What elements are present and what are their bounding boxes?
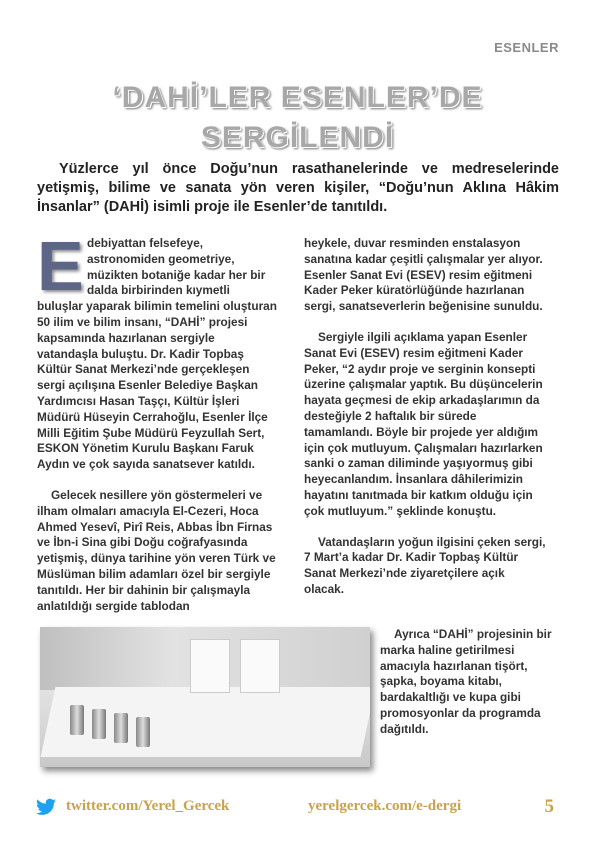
paragraph-1	[37, 227, 277, 473]
photo-poster-board	[240, 639, 280, 693]
twitter-link[interactable]: twitter.com/Yerel_Gercek	[66, 798, 230, 814]
section-tag: ESENLER	[494, 40, 559, 55]
title-line-2: SERGİLENDİ	[200, 121, 395, 154]
footer	[36, 796, 560, 820]
article-column-left	[37, 227, 277, 629]
paragraph-3: heykele, duvar resminden enstalasyon sanatına kadar çeşitli çalışmalar yer alıyor. Esenler Sanat Evi (ESEV) resim eğitmeni Kader Peker küratörlüğünde hazırlanan sergi, sanatseverlerin beğenisine sunuldu.	[304, 236, 543, 314]
paragraph-6: Ayrıca “DAHİ” projesinin bir marka haline getirilmesi amacıyla hazırlanan tişört, şapka, boyama kitabı, bardakaltlığı ve kupa gibi promosyonlar da programda dağıtıldı.	[380, 627, 552, 736]
article-column-right	[304, 236, 546, 613]
title-line-1: ‘DAHİ’LER ESENLER’DE	[112, 81, 483, 114]
article-title	[40, 78, 555, 158]
photo-poster-board	[190, 639, 230, 693]
paragraph-5: Vatandaşların yoğun ilgisini çeken sergi, 7 Mart’a kadar Dr. Kadir Topbaş Kültür Sanat Merkezi’nde ziyaretçilere açık olacak.	[304, 534, 546, 596]
site-link[interactable]: yerelgercek.com/e-dergi	[308, 798, 462, 814]
photo-mug	[70, 705, 84, 735]
photo-display-table	[41, 687, 370, 757]
photo-mug	[114, 713, 128, 743]
paragraph-1-text: debiyattan felsefeye, astronomiden geometriye, müzikten botaniğe kadar her bir dalda birbirinden kıymetli buluşlar yaparak bilimin temelini oluşturan 50 ilim ve bilim insanı, “DAHİ” projesi kapsamında hazırlanan sergiyle vatandaşla buluştu. Dr. Kadir Topbaş Kültür Sanat Merkezi’nde gerçekleşen sergi açılışına Esenler Belediye Başkan Yardımcısı Hasan Taşçı, Kültür İşleri Müdürü Hüseyin Cerrahoğlu, Esenler İlçe Milli Eğitim Şube Müdürü Feyzullah Sert, ESKON Yönetim Kurulu Başkanı Faruk Aydın ve çok sayıda sanatsever katıldı.	[37, 236, 277, 472]
paragraph-4: Sergiyle ilgili açıklama yapan Esenler Sanat Evi (ESEV) resim eğitmeni Kader Peker, “2 aydır proje ve serginin konsepti üzerine çalışmalar yaptık. Bu düşüncelerin hayata geçmesi de ekip arkadaşlarımın da desteğiyle 2 haftalık bir sürede tamamlandı. Böyle bir projede yer aldığım için çok mutluyum. Çalışmaları hazırlarken sanki o zaman diliminde yaşıyormuş gibi heyecanlandım. İnsanlara dâhilerimizin hayatını tanıtmada bir katkım olduğu için çok mutluyum.” şeklinde konuştu.	[304, 329, 543, 518]
photo-mug	[136, 717, 150, 747]
photo-mug	[92, 709, 106, 739]
drop-cap: E	[37, 227, 84, 305]
page-number: 5	[544, 796, 554, 817]
lead-paragraph: Yüzlerce yıl önce Doğu’nun rasathanelerinde ve medreselerinde yetişmiş, bilime ve sanata yön veren kişiler, “Doğu’nun Aklına Hâkim İnsanlar” (DAHİ) isimli proje ile Esenler’de tanıtıldı.	[37, 161, 559, 215]
photo-side-paragraph	[380, 627, 558, 738]
exhibition-photo	[40, 627, 370, 767]
paragraph-2: Gelecek nesillere yön göstermeleri ve ilham olmaları amacıyla El-Cezeri, Hoca Ahmed Yesevî, Pirî Reis, Abbas İbn Firnas ve İbn-i Sina gibi Doğu coğrafyasında yetişmiş, dünya tarihine yön veren Türk ve Müslüman bilim adamları özel bir sergiyle tanıtıldı. Her bir dahinin bir çalışmayla anlatıldığı sergide tablodan	[37, 487, 276, 613]
twitter-icon[interactable]	[36, 798, 56, 816]
